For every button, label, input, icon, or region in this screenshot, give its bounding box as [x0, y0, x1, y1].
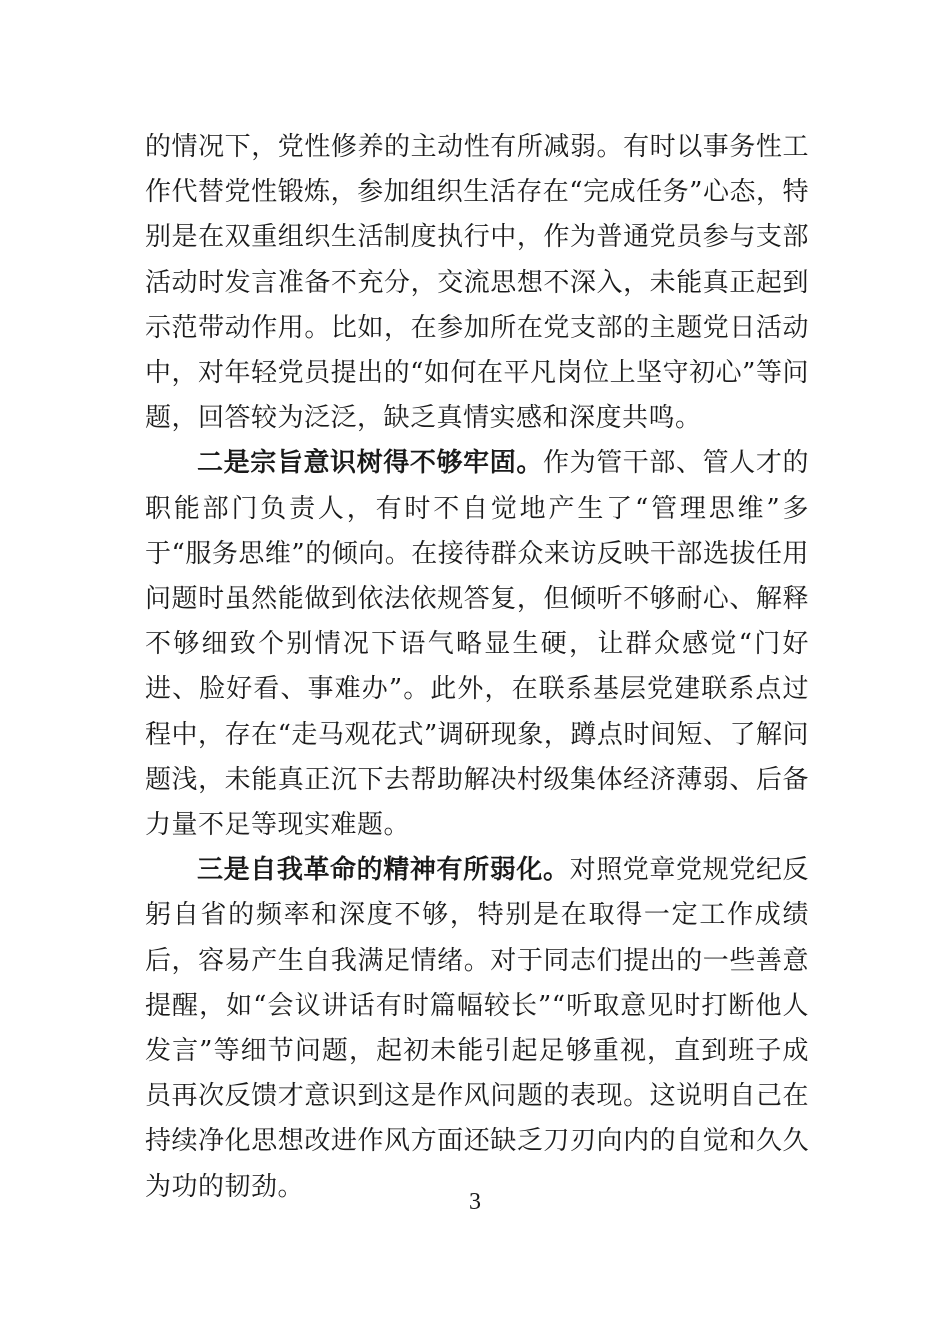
page-number: 3 [469, 1189, 481, 1215]
paragraph-self-revolution [145, 848, 809, 1210]
paragraph-text: 对照党章党规党纪反躬自省的频率和深度不够，特别是在取得一定工作成绩后，容易产生自我满足情绪。对于同志们提出的一些善意提醒，如“会议讲话有时篇幅较长”“听取意见时打断他人发言”等细节问题，起初未能引起足够重视，直到班子成员再次反馈才意识到这是作风问题的表现。这说明自己在持续净化思想改进作风方面还缺乏刀刃向内的自觉和久久为功的韧劲。 [145, 855, 809, 1202]
paragraph-text: 的情况下，党性修养的主动性有所减弱。有时以事务性工作代替党性锻炼，参加组织生活存在“完成任务”心态，特别是在双重组织生活制度执行中，作为普通党员参与支部活动时发言准备不充分，交流思想不深入，未能真正起到示范带动作用。比如，在参加所在党支部的主题党日活动中，对年轻党员提出的“如何在平凡岗位上坚守初心”等问题，回答较为泛泛，缺乏真情实感和深度共鸣。 [145, 132, 809, 434]
paragraph-purpose-awareness [145, 441, 809, 848]
paragraph-text: 作为管干部、管人才的职能部门负责人，有时不自觉地产生了“管理思维”多于“服务思维”的倾向。在接待群众来访反映干部选拔任用问题时虽然能做到依法依规答复，但倾听不够耐心、解释不够细致个别情况下语气略显生硬，让群众感觉“门好进、脸好看、事难办”。此外，在联系基层党建联系点过程中，存在“走马观花式”调研现象，蹲点时间短、了解问题浅，未能真正沉下去帮助解决村级集体经济薄弱、后备力量不足等现实难题。 [145, 448, 809, 841]
document-body [145, 125, 809, 1210]
paragraph-lead-heading: 二是宗旨意识树得不够牢固。 [197, 448, 543, 479]
paragraph-lead-heading: 三是自我革命的精神有所弱化。 [197, 855, 570, 886]
paragraph-continuation [145, 125, 809, 441]
